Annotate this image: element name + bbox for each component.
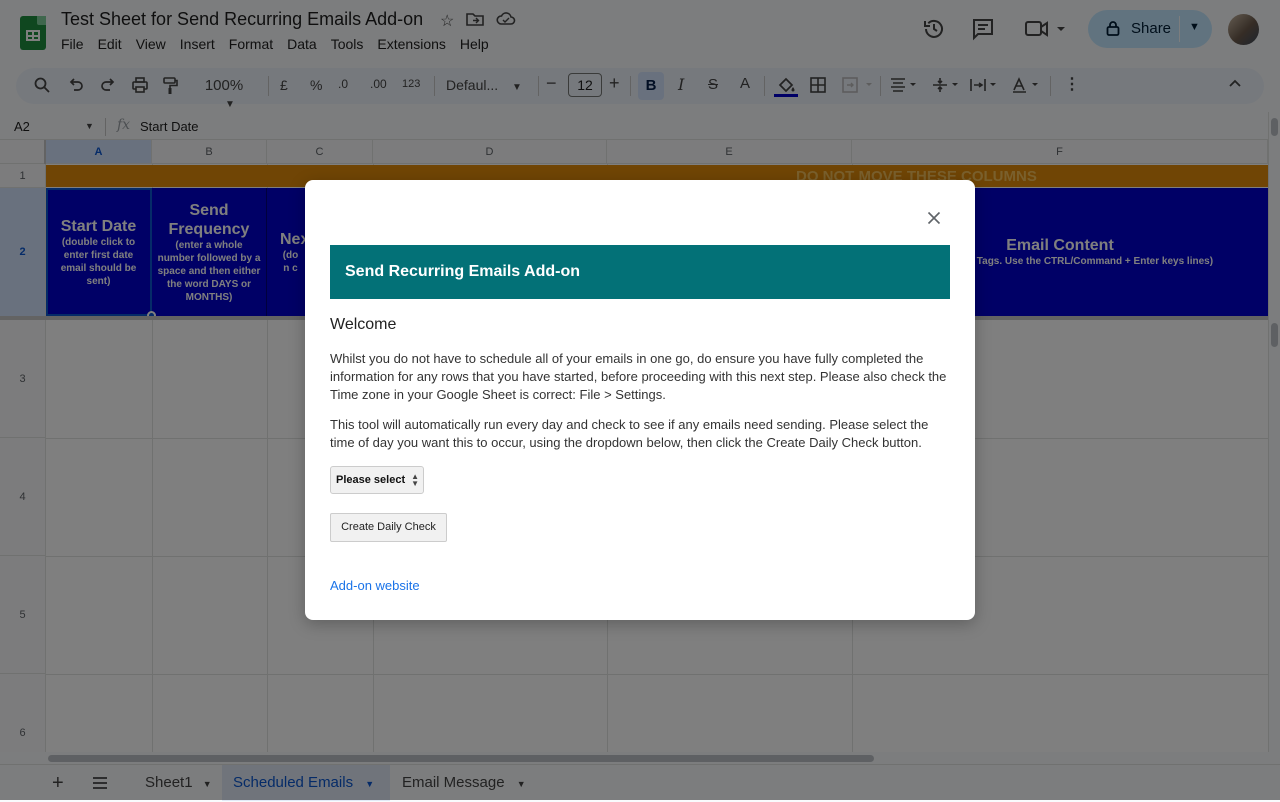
select-value: Please select (336, 474, 406, 486)
dialog-paragraph-1: Whilst you do not have to schedule all of your emails in one go, do ensure you have fully completed the information for any rows that you have started, before proceeding with this next step. Please also check the Time zone in your Google Sheet is correct: File > Settings. (330, 351, 947, 402)
dialog-paragraph-2: This tool will automatically run every day and check to see if any emails need sending. Please select the time of day you want this to occur, using the dropdown below, then click the Create Daily Check button. (330, 417, 929, 450)
time-of-day-select[interactable] (330, 466, 424, 494)
addon-website-link[interactable]: Add-on website (330, 578, 420, 593)
create-daily-check-button[interactable]: Create Daily Check (330, 513, 447, 542)
select-arrows-icon: ▲ ▼ (411, 472, 419, 488)
dialog-heading: Welcome (330, 316, 397, 333)
dialog-banner (330, 245, 950, 299)
close-icon[interactable] (921, 206, 947, 232)
addon-dialog (305, 180, 975, 620)
dialog-title: Send Recurring Emails Add-on (345, 263, 580, 280)
